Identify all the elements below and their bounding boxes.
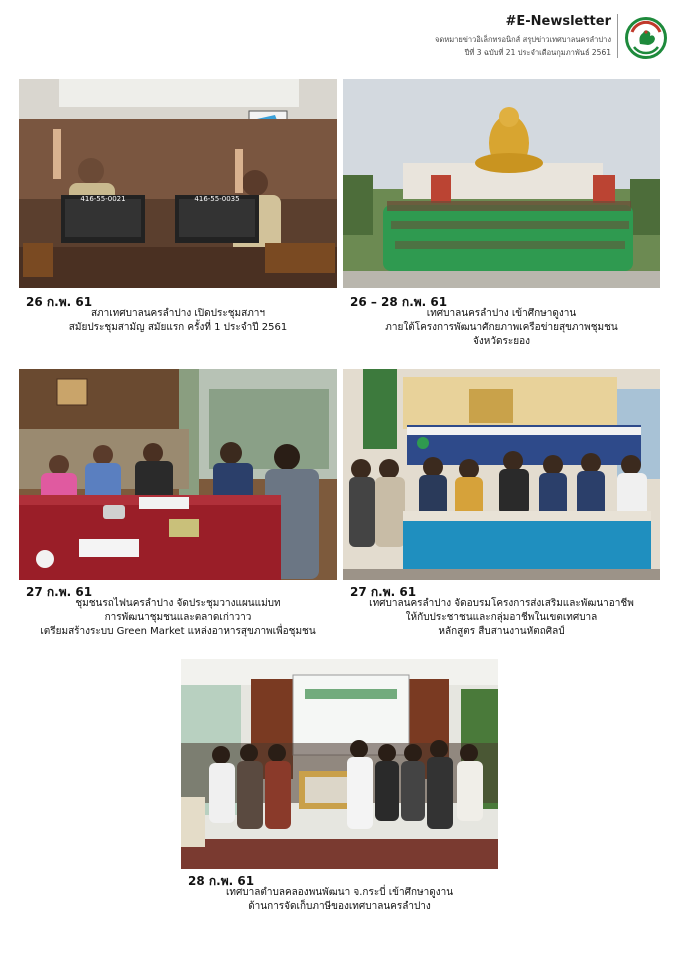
newsletter-issue: ปีที่ 3 ฉบับที่ 21 ประจำเดือนกุมภาพันธ์ 2561 [464, 48, 611, 57]
photo-study-trip-group [343, 79, 660, 288]
newsletter-subtitle: จดหมายข่าวอิเล็กทรอนิกส์ สรุปข่าวเทศบาลนครลำปาง [435, 35, 611, 44]
caption-line: เทศบาลนครลำปาง จัดอบรมโครงการส่งเสริมและพัฒนาอาชีพ [369, 598, 634, 609]
news-date-2: 26 – 28 ก.พ. 61 [350, 295, 448, 309]
newsletter-header [0, 0, 679, 70]
news-caption-1 [19, 307, 337, 335]
caption-line: ให้กับประชาชนและกลุ่มอาชีพในเขตเทศบาล [405, 612, 598, 623]
news-caption-4 [343, 597, 660, 639]
caption-line: สมัยประชุมสามัญ สมัยแรก ครั้งที่ 1 ประจำปี 2561 [68, 322, 288, 333]
header-divider [617, 14, 618, 58]
caption-line: สภาเทศบาลนครลำปาง เปิดประชุมสภาฯ [90, 308, 266, 319]
photo-career-training-group [343, 369, 660, 580]
photo-community-planning-meeting [19, 369, 337, 580]
newsletter-title: #E-Newsletter [505, 14, 611, 29]
news-date-1: 26 ก.พ. 61 [26, 295, 93, 309]
news-caption-5 [181, 886, 498, 914]
municipality-logo [625, 17, 667, 59]
caption-line: ด้านการจัดเก็บภาษีของเทศบาลนครลำปาง [248, 901, 431, 912]
photo-delegation-visit [181, 659, 498, 869]
photo-council-meeting [19, 79, 337, 288]
news-caption-3 [19, 597, 337, 639]
caption-line: เทศบาลตำบลคลองพนพัฒนา จ.กระบี่ เข้าศึกษาดูงาน [225, 887, 454, 898]
caption-line: หลักสูตร สืบสานงานหัตถศิลป์ [438, 626, 565, 637]
caption-line: การพัฒนาชุมชนและตลาดเก่าวาว [104, 612, 252, 623]
caption-line: เทศบาลนครลำปาง เข้าศึกษาดูงาน [426, 308, 577, 319]
news-date-4: 27 ก.พ. 61 [350, 585, 417, 599]
caption-line: เตรียมสร้างระบบ Green Market แหล่งอาหารสุขภาพเพื่อชุมชน [40, 626, 316, 637]
monitor-label-right: 416-55-0035 [194, 195, 240, 203]
caption-line: ชุมชนรถไฟนครลำปาง จัดประชุมวางแผนแม่บท [75, 598, 281, 609]
rooster-emblem-icon [628, 20, 664, 56]
news-date-5: 28 ก.พ. 61 [188, 874, 255, 888]
caption-line: ภายใต้โครงการพัฒนาศักยภาพเครือข่ายสุขภาพชุมชน [385, 322, 618, 333]
caption-line: จังหวัดระยอง [473, 336, 530, 347]
monitor-label-left: 416-55-0021 [80, 195, 126, 203]
news-caption-2 [343, 307, 660, 349]
news-date-3: 27 ก.พ. 61 [26, 585, 93, 599]
